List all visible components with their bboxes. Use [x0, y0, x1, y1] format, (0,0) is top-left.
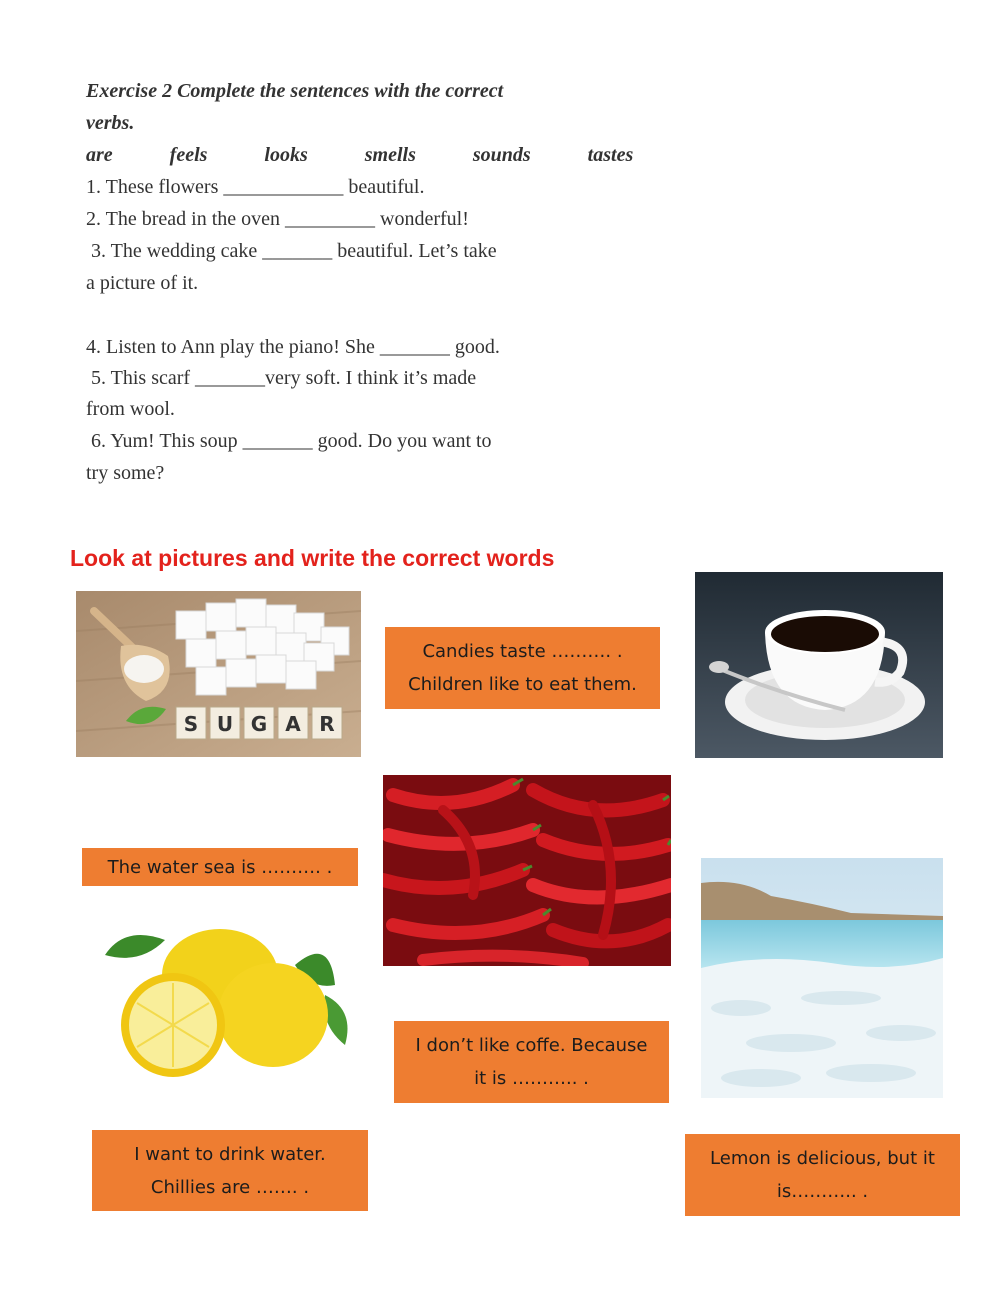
card-coffee: [394, 1021, 669, 1103]
card-candies: [385, 627, 660, 709]
sugar-tile-g: G: [250, 712, 268, 736]
sugar-tile-r: R: [319, 712, 335, 736]
exercise-title: Exercise 2 Complete the sentences with the correct: [86, 80, 504, 102]
card-sea-line1: The water sea is ………. .: [107, 856, 333, 878]
sentence-1: 1. These flowers ____________ beautiful.: [86, 176, 425, 198]
section-heading: Look at pictures and write the correct words: [70, 545, 555, 571]
card-coffee-line1: I don’t like coffe. Because: [415, 1035, 648, 1056]
sugar-tile-u: U: [216, 712, 234, 736]
sentence-5: 5. This scarf _______very soft. I think it’s made: [86, 367, 477, 389]
sugar-image: [76, 591, 361, 757]
sentence-2: 2. The bread in the oven _________ wonderful!: [86, 208, 469, 230]
coffee-image: [695, 572, 943, 758]
card-coffee-line2: it is ……….. .: [474, 1068, 589, 1089]
sentence-6-cont: try some?: [86, 462, 165, 484]
lemons-image: [95, 915, 360, 1080]
card-chillies: [92, 1130, 368, 1211]
sugar-tile-s: S: [183, 712, 199, 736]
exercise-title-cont: verbs.: [86, 112, 135, 134]
sentence-4: 4. Listen to Ann play the piano! She _______ good.: [86, 336, 500, 358]
card-lemon: [685, 1134, 960, 1216]
card-sea: [82, 848, 358, 886]
sentence-3-cont: a picture of it.: [86, 272, 199, 294]
card-chillies-line1: I want to drink water.: [134, 1143, 326, 1165]
word-bank: are feels looks smells sounds tastes: [86, 144, 634, 166]
sentence-5-cont: from wool.: [86, 398, 175, 420]
sugar-tile-a: A: [285, 712, 301, 736]
sentence-3: 3. The wedding cake _______ beautiful. Let’s take: [86, 240, 497, 262]
salt-sea-image: [701, 858, 943, 1098]
card-lemon-line1: Lemon is delicious, but it: [710, 1148, 935, 1169]
sentence-6: 6. Yum! This soup _______ good. Do you want to: [86, 430, 492, 452]
card-lemon-line2: is……….. .: [776, 1181, 869, 1202]
card-candies-line2: Children like to eat them.: [408, 674, 637, 695]
card-chillies-line2: Chillies are ……. .: [150, 1176, 310, 1198]
chillies-image: [383, 775, 671, 966]
card-candies-line1: Candies taste ………. .: [422, 641, 623, 662]
